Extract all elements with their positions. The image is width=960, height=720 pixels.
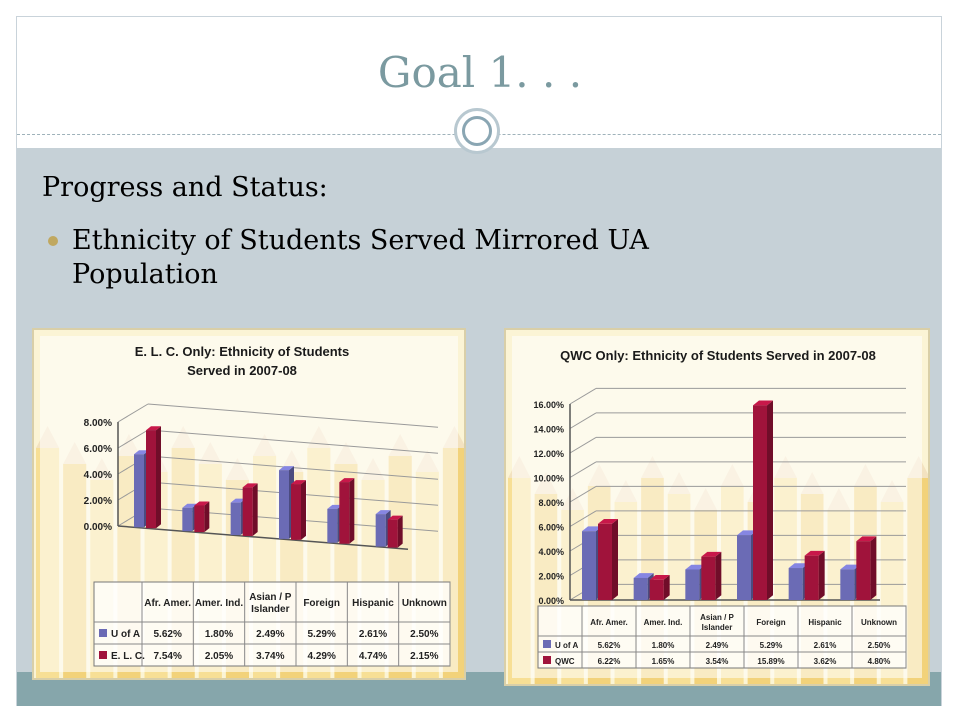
bar-qwc <box>805 556 819 600</box>
table-value: 3.54% <box>705 657 729 666</box>
bar-qwc <box>598 524 612 600</box>
bar-qwc <box>650 580 664 600</box>
legend-swatch-u-of-a <box>99 629 107 637</box>
legend-swatch-u-of-a <box>543 640 551 648</box>
chart-title: QWC Only: Ethnicity of Students Served in 2007-08 <box>560 348 876 363</box>
bar-side-qwc <box>870 536 876 600</box>
table-value: 1.80% <box>651 641 675 650</box>
y-tick-label: 8.00% <box>83 418 112 429</box>
table-category-label: Afr. Amer. <box>590 618 628 627</box>
table-value: 2.15% <box>410 651 439 662</box>
bar-qwc <box>701 557 715 600</box>
table-value: 2.49% <box>256 629 285 640</box>
table-category-label: Amer. Ind. <box>194 598 244 609</box>
table-value: 6.22% <box>597 657 621 666</box>
bar-u-of-a <box>376 514 386 547</box>
bar-e-l-c- <box>339 482 349 544</box>
table-value: 4.80% <box>867 657 891 666</box>
bar-side-e-l-c- <box>398 516 403 548</box>
table-category-label: Islander <box>701 623 733 632</box>
bar-side-qwc <box>819 551 825 600</box>
slide-heading: Progress and Status: <box>42 172 328 203</box>
y-tick-label: 2.00% <box>83 496 112 507</box>
y-tick-label: 10.00% <box>533 473 564 484</box>
bar-u-of-a <box>582 531 596 600</box>
y-tick-label: 12.00% <box>533 449 564 459</box>
table-category-label: Unknown <box>861 618 897 627</box>
table-value: 2.50% <box>410 629 439 640</box>
table-value: 5.62% <box>153 629 182 640</box>
table-value: 1.65% <box>651 657 675 666</box>
table-value: 15.89% <box>757 657 785 666</box>
bar-e-l-c- <box>243 487 253 536</box>
table-value: 4.74% <box>358 651 388 662</box>
bar-u-of-a <box>134 454 144 527</box>
bullet-text: Ethnicity of Students Served Mirrored UA Population <box>72 225 649 290</box>
legend-label: U of A <box>111 629 141 640</box>
bar-e-l-c- <box>194 505 204 532</box>
bullet-dot-icon <box>48 236 58 246</box>
chart-title: E. L. C. Only: Ethnicity of Students <box>134 344 350 359</box>
chart-qwc <box>504 328 930 686</box>
table-category-label: Afr. Amer. <box>144 598 192 609</box>
bar-u-of-a <box>279 470 289 539</box>
bar-side-qwc <box>612 519 618 600</box>
table-value: 2.61% <box>813 641 837 650</box>
bar-u-of-a <box>182 508 192 531</box>
y-tick-label: 6.00% <box>83 444 112 455</box>
y-tick-label: 0.00% <box>538 596 564 606</box>
table-category-label: Hispanic <box>808 618 842 627</box>
bar-u-of-a <box>737 535 751 600</box>
bar-u-of-a <box>231 503 241 535</box>
table-category-label: Foreign <box>303 598 341 609</box>
table-value: 1.80% <box>204 629 234 640</box>
table-value: 3.74% <box>256 651 285 662</box>
bar-u-of-a <box>789 568 803 600</box>
bar-side-e-l-c- <box>156 426 161 528</box>
table-category-label: Islander <box>251 604 290 615</box>
legend-label: U of A <box>555 641 579 650</box>
bar-e-l-c- <box>291 484 301 540</box>
y-tick-label: 16.00% <box>533 400 564 410</box>
bar-u-of-a <box>840 569 854 600</box>
table-value: 5.62% <box>597 641 621 650</box>
legend-swatch-e-l-c- <box>99 651 107 659</box>
bar-qwc <box>856 541 870 600</box>
bar-u-of-a <box>634 578 648 600</box>
y-tick-label: 14.00% <box>533 424 564 435</box>
table-value: 3.62% <box>813 657 837 666</box>
divider-circle-icon <box>454 108 500 154</box>
legend-label: QWC <box>555 657 575 666</box>
chart-qwc-svg <box>504 328 930 686</box>
table-category-label: Hispanic <box>352 598 394 609</box>
bar-u-of-a <box>327 509 337 543</box>
table-value: 2.05% <box>204 651 234 662</box>
table-value: 2.50% <box>867 641 891 650</box>
y-tick-label: 4.00% <box>83 470 112 481</box>
bar-e-l-c- <box>388 520 398 548</box>
table-category-label: Unknown <box>401 598 447 609</box>
chart-elc-svg <box>32 328 466 680</box>
table-value: 4.29% <box>307 651 336 662</box>
bar-side-e-l-c- <box>301 480 306 540</box>
bar-qwc <box>753 405 767 600</box>
bar-e-l-c- <box>146 430 156 528</box>
bar-u-of-a <box>685 569 699 600</box>
y-tick-label: 2.00% <box>538 571 564 582</box>
table-category-label: Asian / P <box>700 613 734 622</box>
y-tick-label: 0.00% <box>83 522 112 533</box>
table-value: 2.61% <box>358 629 388 640</box>
bar-side-e-l-c- <box>253 483 258 536</box>
chart-elc <box>32 328 466 680</box>
y-tick-label: 8.00% <box>538 498 564 508</box>
chart-title: Served in 2007-08 <box>187 363 297 378</box>
legend-label: E. L. C. <box>111 651 145 662</box>
slide-title: Goal 1. . . <box>377 48 583 97</box>
legend-swatch-qwc <box>543 656 551 664</box>
bar-side-e-l-c- <box>349 478 354 544</box>
table-value: 2.49% <box>705 641 729 650</box>
table-value: 5.29% <box>307 629 336 640</box>
table-value: 7.54% <box>153 651 182 662</box>
bar-side-qwc <box>715 552 721 600</box>
y-tick-label: 6.00% <box>538 522 564 533</box>
table-value: 5.29% <box>759 641 783 650</box>
bar-side-e-l-c- <box>204 501 209 532</box>
table-category-label: Asian / P <box>249 592 292 603</box>
y-tick-label: 4.00% <box>538 547 564 557</box>
table-category-label: Amer. Ind. <box>643 618 683 627</box>
table-category-label: Foreign <box>756 618 786 627</box>
bar-side-qwc <box>767 401 773 600</box>
